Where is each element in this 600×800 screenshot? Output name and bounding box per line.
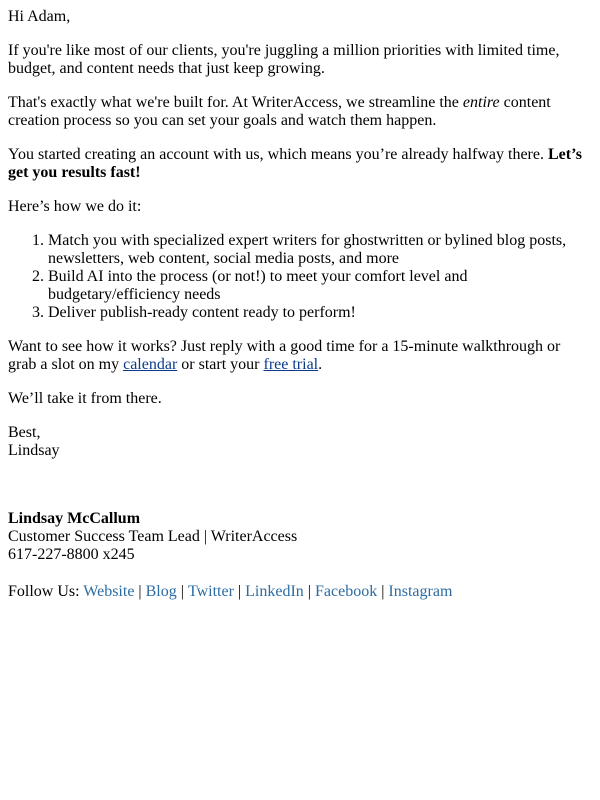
separator: |	[381, 583, 385, 600]
how-intro: Here’s how we do it:	[8, 198, 142, 215]
signature-title: Customer Success Team Lead | WriterAccess	[8, 528, 298, 545]
step-item: 2. Build AI into the process (or not!) to meet your comfort level and budgetary/efficiency needs	[48, 268, 592, 304]
signoff-name: Lindsay	[8, 442, 60, 459]
intro-paragraph: If you're like most of our clients, you're juggling a million priorities with limited time, budget, and content needs that just keep growing.	[8, 42, 560, 77]
instagram-link[interactable]: Instagram	[388, 583, 453, 600]
signature-block	[8, 510, 592, 564]
value-emphasis: entire	[462, 94, 500, 111]
facebook-link[interactable]: Facebook	[315, 583, 378, 600]
signature-phone: 617-227-8800 x245	[8, 546, 135, 563]
follow-us-bar	[8, 583, 592, 601]
free-trial-link[interactable]: free trial	[263, 356, 319, 373]
value-paragraph	[8, 94, 592, 130]
cta-text-end: .	[318, 356, 323, 373]
twitter-link[interactable]: Twitter	[187, 583, 234, 600]
step-item: 1. Match you with specialized expert writers for ghostwritten or bylined blog posts, newsletters, web content, social media posts, and more	[48, 232, 592, 268]
closing-line: We’ll take it from there.	[8, 390, 162, 407]
step-item: 3. Deliver publish-ready content ready to perform!	[48, 304, 592, 322]
cta-text-middle: or start your	[177, 356, 264, 373]
signoff-text: Best,	[8, 424, 41, 441]
cta-paragraph	[8, 338, 592, 374]
signature-name: Lindsay McCallum	[8, 510, 141, 527]
separator: |	[138, 583, 142, 600]
value-text-start: That's exactly what we're built for. At WriterAccess, we streamline the	[8, 94, 463, 111]
greeting: Hi Adam,	[8, 8, 71, 25]
halfway-text: You started creating an account with us, which means you’re already halfway there.	[8, 146, 548, 163]
value-text-end: content creation process so you can set your goals and watch them happen.	[8, 94, 551, 129]
blog-link[interactable]: Blog	[145, 583, 177, 600]
calendar-link[interactable]: calendar	[123, 356, 178, 373]
linkedin-link[interactable]: LinkedIn	[245, 583, 304, 600]
halfway-paragraph	[8, 146, 592, 182]
cta-text-start: Want to see how it works? Just reply with a good time for a 15-minute walkthrough or grab a slot on my	[8, 338, 561, 373]
follow-label: Follow Us:	[8, 583, 84, 600]
steps-list	[8, 232, 592, 322]
separator: |	[180, 583, 184, 600]
separator: |	[307, 583, 311, 600]
separator: |	[237, 583, 242, 600]
website-link[interactable]: Website	[83, 583, 135, 600]
signoff	[8, 424, 592, 460]
halfway-bold: Let’s get you results fast!	[8, 146, 583, 181]
